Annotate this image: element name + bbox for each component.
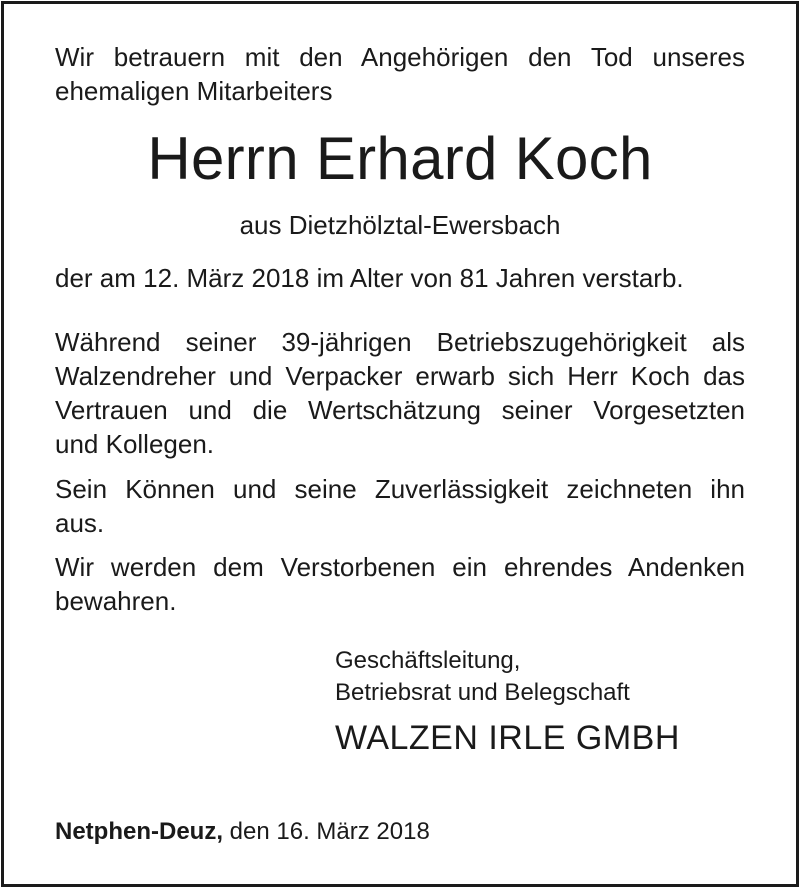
death-statement: der am 12. März 2018 im Alter von 81 Jahren verstarb.	[55, 263, 684, 293]
memory-paragraph	[55, 550, 745, 618]
intro-text	[55, 40, 745, 108]
signers-line-2: Betriebsrat und Belegschaft	[335, 679, 630, 706]
deceased-name: Herrn Erhard Koch	[147, 125, 653, 192]
dateline	[55, 816, 430, 848]
career-paragraph	[55, 325, 745, 461]
intro-line-1: Wir betrauern mit den Angehörigen den Tod unseres	[55, 42, 745, 72]
career-line-4: und Kollegen.	[55, 429, 215, 459]
dateline-place: Netphen-Deuz,	[55, 818, 223, 845]
deceased-origin: aus Dietzhölztal-Ewersbach	[239, 210, 561, 240]
career-line-3: Vertrauen und die Wertschätzung seiner Vorgesetzten	[55, 395, 745, 425]
career-line-1: Während seiner 39-jährigen Betriebszugehörigkeit als	[55, 327, 745, 357]
signers-block	[335, 645, 630, 709]
intro-line-2: ehemaligen Mitarbeiters	[55, 76, 333, 106]
career-line-2: Walzendreher und Verpacker erwarb sich Herr Koch das	[55, 361, 745, 391]
company-name: WALZEN IRLE GMBH	[335, 719, 680, 757]
signers-line-1: Geschäftsleitung,	[335, 647, 521, 674]
skills-line-1: Sein Können und seine Zuverlässigkeit zeichneten ihn	[55, 474, 745, 504]
memory-line-1: Wir werden dem Verstorbenen ein ehrendes Andenken	[55, 552, 745, 582]
skills-paragraph	[55, 472, 745, 540]
memory-line-2: bewahren.	[55, 586, 177, 616]
dateline-date: den 16. März 2018	[229, 818, 430, 845]
skills-line-2: aus.	[55, 508, 105, 538]
